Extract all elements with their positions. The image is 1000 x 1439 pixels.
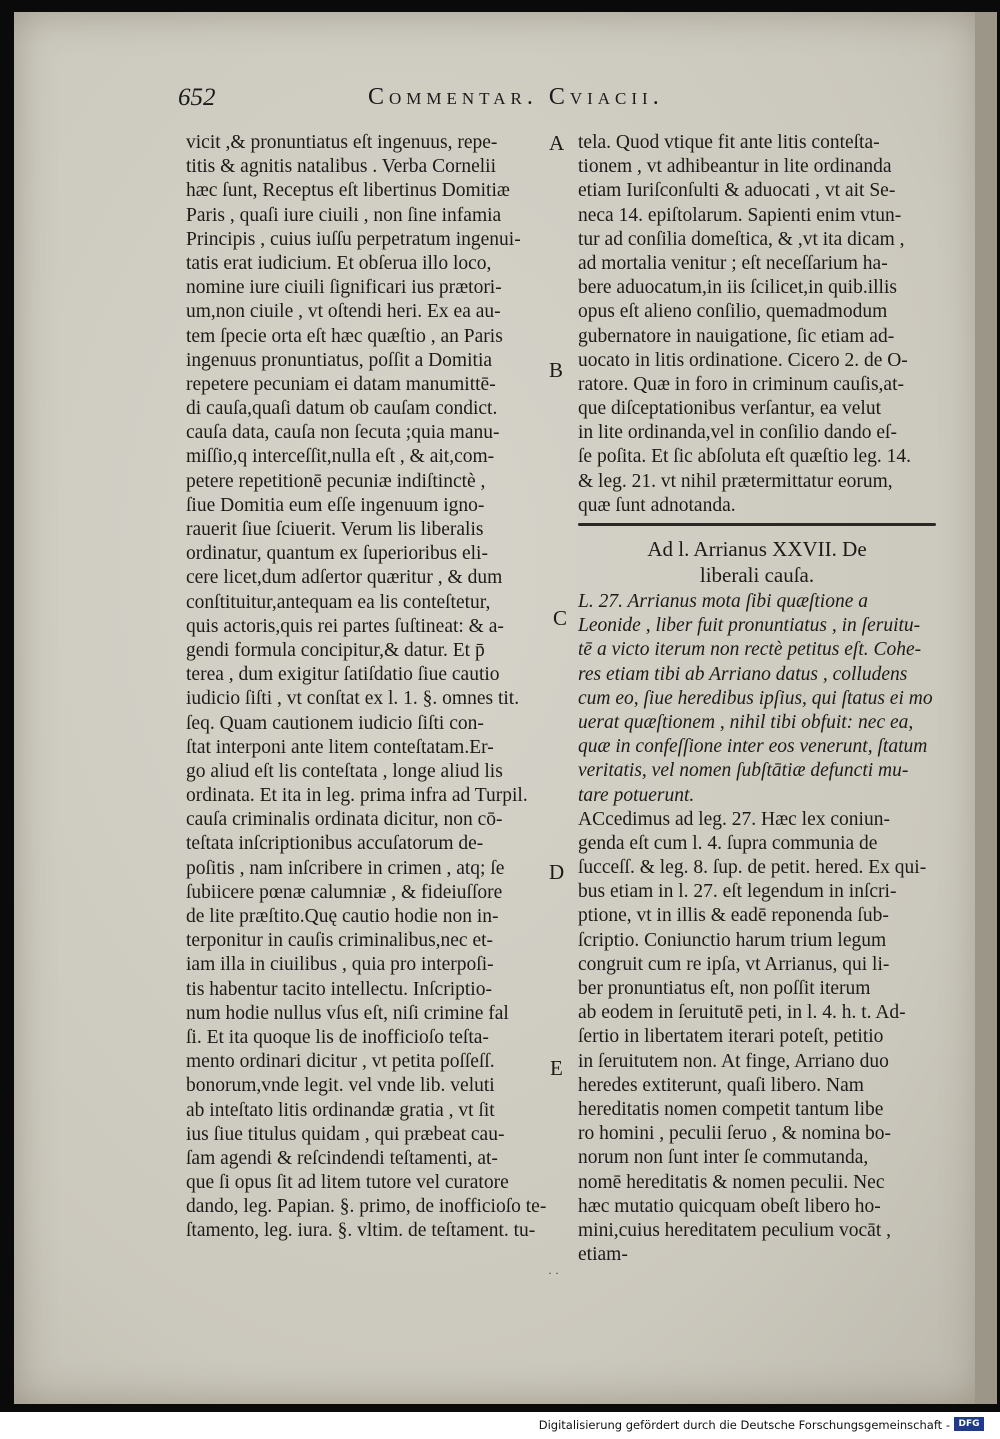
text-line: veritatis, vel nomen ſubſtātiæ defuncti mu- <box>578 760 909 782</box>
section-heading-line: Ad l. Arrianus XXVII. De <box>647 537 867 561</box>
text-line: di cauſa,quaſi datum ob cauſam condict. <box>186 398 498 420</box>
text-line: que ſi opus ſit ad litem tutore vel curatore <box>186 1172 509 1194</box>
text-line: miſſio,q interceſſit,nulla eſt , & ait,com- <box>186 446 495 468</box>
right-column-bottom <box>578 590 938 1267</box>
text-line: hæc ſunt, Receptus eſt libertinus Domitiæ <box>186 180 510 202</box>
text-line: num hodie nullus vſus eſt, niſi crimine fal <box>186 1002 509 1024</box>
text-line: heredes extiterunt, quaſi libero. Nam <box>578 1074 864 1096</box>
text-line: quæ ſunt adnotanda. <box>578 494 736 516</box>
running-title: Commentar. Cviacii. <box>368 84 664 110</box>
text-line: ſeq. Quam cautionem iudicio ſiſti con- <box>186 712 484 734</box>
text-line: cauſa data, cauſa non ſecuta ;quia manu- <box>186 422 500 444</box>
text-line: ab inteſtato litis ordinandæ gratia , vt ſit <box>186 1099 495 1121</box>
margin-letter-b: B <box>549 358 564 382</box>
text-line: Paris , quaſi iure ciuili , non ſine infamia <box>186 204 502 226</box>
text-line: in lite ordinanda,vel in conſilio dando eſ- <box>578 422 897 444</box>
text-line: bonorum,vnde legit. vel vnde lib. veluti <box>186 1075 495 1097</box>
text-line: in ſeruitutem non. At finge, Arriano duo <box>578 1050 889 1072</box>
text-line: ordinatur, quantum ex ſuperioribus eli- <box>186 543 488 565</box>
text-line: bere aduocatum,in iis ſcilicet,in quib.illis <box>578 277 897 299</box>
page-header <box>178 84 918 124</box>
text-line: ſiue Domitia eum eſſe ingenuum igno- <box>186 494 485 516</box>
text-line: uocato in litis ordinatione. Cicero 2. de O- <box>578 349 908 371</box>
text-line: um,non ciuile , vt oſtendi heri. Ex ea au- <box>186 301 501 323</box>
text-line: tare potuerunt. <box>578 784 695 806</box>
text-line: cauſa criminalis ordinata dicitur, non cō- <box>186 809 503 831</box>
text-line: terea , dum exigitur ſatiſdatio ſiue cautio <box>186 664 500 686</box>
text-line: ber pronuntiatus eſt, non poſſit iterum <box>578 978 871 999</box>
text-line: ſe poſita. Et ſic abſoluta eſt quæſtio leg. 14. <box>578 446 912 468</box>
text-line: tur ad conſilia domeſtica, & ,vt ita dicam , <box>578 228 905 250</box>
left-column <box>186 131 546 1244</box>
text-line: L. 27. Arrianus mota ſibi quæſtione a <box>578 591 869 612</box>
margin-letter-d: D <box>549 860 565 884</box>
text-line: quæ in confeſſione inter eos venerunt, ſtatum <box>578 736 928 758</box>
text-line: hereditatis nomen competit tantum libe <box>578 1098 884 1120</box>
text-line: vicit ,& pronuntiatus eſt ingenuus, repe- <box>186 132 498 153</box>
text-line: tem ſpecie orta eſt hæc quæſtio , an Paris <box>186 325 503 347</box>
bottom-mark: · · <box>548 1266 559 1280</box>
text-line: nomine iure ciuili ſignificari ius prætori- <box>186 277 502 299</box>
text-line: Principis , cuius iuſſu perpetratum ingenui- <box>186 228 521 250</box>
text-line: gubernatore in nauigatione, ſic etiam ad- <box>578 325 895 347</box>
section-heading <box>578 536 936 588</box>
text-line: hæc mutatio quicquam obeſt libero ho- <box>578 1195 881 1217</box>
page-number: 652 <box>178 84 216 111</box>
text-line: tela. Quod vtique fit ante litis conteſta- <box>578 132 880 153</box>
text-line: Leonide , liber fuit pronuntiatus , in ſeruitu- <box>578 615 921 637</box>
text-line: de lite præſtito.Quę cautio hodie non in- <box>186 906 499 927</box>
text-line: congruit cum re ipſa, vt Arrianus, qui li- <box>578 953 890 975</box>
text-line: tionem , vt adhibeantur in lite ordinanda <box>578 156 892 178</box>
text-line: cere licet,dum adſertor quæritur , & dum <box>186 567 503 589</box>
footer-credit: Digitalisierung gefördert durch die Deutsche Forschungsgemeinschaft - <box>538 1418 950 1432</box>
text-line: tē a victo iterum non rectè petitus eſt. Cohe- <box>578 639 922 661</box>
section-rule <box>578 523 936 526</box>
text-line: cum eo, ſiue heredibus ipſius, qui ſtatus ei mo <box>578 687 933 709</box>
text-line: petere repetitionē pecuniæ indiſtinctè , <box>186 470 486 492</box>
section-heading-line: liberali cauſa. <box>699 563 815 587</box>
text-line: ſcriptio. Coniunctio harum trium legum <box>578 929 887 951</box>
text-line: iam illa in ciuilibus , quia pro interpoſi- <box>186 954 494 976</box>
text-line: ACcedimus ad leg. 27. Hæc lex coniun- <box>578 808 890 830</box>
text-line: ro homini , peculii ſeruo , & nomina bo- <box>578 1123 892 1145</box>
right-column-top <box>578 131 938 518</box>
text-line: ſtat interponi ante litem conteſtatam.Er- <box>186 736 494 758</box>
text-line: opus eſt alieno conſilio, quemadmodum <box>578 301 888 323</box>
text-line: tatis erat iudicium. Et obſerua illo loco, <box>186 252 492 274</box>
dfg-logo-icon: DFG <box>954 1417 984 1431</box>
text-line: dando, leg. Papian. §. primo, de inofficioſo te- <box>186 1196 546 1218</box>
text-line: ſtamento, leg. iura. §. vltim. de teſtament. tu- <box>186 1220 536 1242</box>
text-line: neca 14. epiſtolarum. Sapienti enim vtun- <box>578 204 902 226</box>
text-line: que diſceptationibus verſantur, ea velut <box>578 398 881 420</box>
text-line: rauerit ſiue ſciuerit. Verum lis liberalis <box>186 519 484 540</box>
text-line: uerat quæſtionem , nihil tibi obfuit: nec ea, <box>578 711 914 733</box>
page-edge <box>975 12 997 1404</box>
text-line: ad mortalia venitur ; eſt neceſſarium ha- <box>578 252 888 274</box>
text-line: terponitur in cauſis criminalibus,nec et- <box>186 930 494 952</box>
text-line: & leg. 21. vt nihil prætermittatur eorum, <box>578 470 893 492</box>
text-line: ſam agendi & reſcindendi teſtamenti, at- <box>186 1147 498 1169</box>
text-line: res etiam tibi ab Arriano datus , colludens <box>578 663 908 685</box>
text-line: bus etiam in l. 27. eſt legendum in inſcri- <box>578 881 897 903</box>
text-line: go aliud eſt lis conteſtata , longe aliud lis <box>186 760 503 782</box>
text-line: genda eſt cum l. 4. ſupra communia de <box>578 832 878 854</box>
margin-letter-a: A <box>549 131 565 155</box>
text-line: nomē hereditatis & nomen peculii. Nec <box>578 1171 885 1193</box>
text-line: teſtata inſcriptionibus accuſatorum de- <box>186 833 484 855</box>
text-line: ratore. Quæ in foro in criminum cauſis,at- <box>578 373 904 395</box>
text-line: ptione, vt in illis & eadē reponenda ſub- <box>578 905 889 927</box>
text-line: ſi. Et ita quoque lis de inofficioſo teſta- <box>186 1026 489 1048</box>
margin-letter-e: E <box>550 1056 563 1080</box>
text-line: ſubiicere pœnæ calumniæ , & fideiuſſore <box>186 881 503 903</box>
text-line: ſertio in libertatem iterari poteſt, petitio <box>578 1026 884 1048</box>
text-line: titis & agnitis natalibus . Verba Cornelii <box>186 156 496 178</box>
text-line: norum non ſunt inter ſe commutanda, <box>578 1147 869 1169</box>
text-line: poſitis , nam inſcribere in crimen , atq; ſe <box>186 857 505 879</box>
text-line: ius ſiue titulus quidam , qui præbeat cau- <box>186 1123 505 1145</box>
text-line: mento ordinari dicitur , vt petita poſſeſſ. <box>186 1051 495 1073</box>
text-line: ſucceſſ. & leg. 8. ſup. de petit. hered. Ex qui- <box>578 857 927 879</box>
text-line: iudicio ſiſti , vt conſtat ex l. 1. §. omnes tit. <box>186 688 520 710</box>
text-line: repetere pecuniam ei datam manumittē- <box>186 373 496 395</box>
text-line: gendi formula concipitur,& datur. Et p̄ <box>186 639 485 661</box>
margin-letter-c: C <box>553 606 568 630</box>
text-line: tis habentur tacito intellectu. Inſcriptio- <box>186 978 492 1000</box>
text-line: etiam- <box>578 1244 628 1266</box>
text-line: mini,cuius hereditatem peculium vocāt , <box>578 1219 891 1241</box>
text-line: ordinata. Et ita in leg. prima infra ad Turpil. <box>186 785 528 807</box>
text-line: ab eodem in ſeruitutē peti, in l. 4. h. t. Ad- <box>578 1002 906 1024</box>
text-line: etiam Iuriſconſulti & aduocati , vt ait Se- <box>578 180 896 202</box>
text-line: ingenuus pronuntiatus, poſſit a Domitia <box>186 349 493 371</box>
text-line: conſtituitur,antequam ea lis conteſtetur, <box>186 591 491 613</box>
text-line: quis actoris,quis rei partes ſuſtineat: & a- <box>186 615 504 637</box>
